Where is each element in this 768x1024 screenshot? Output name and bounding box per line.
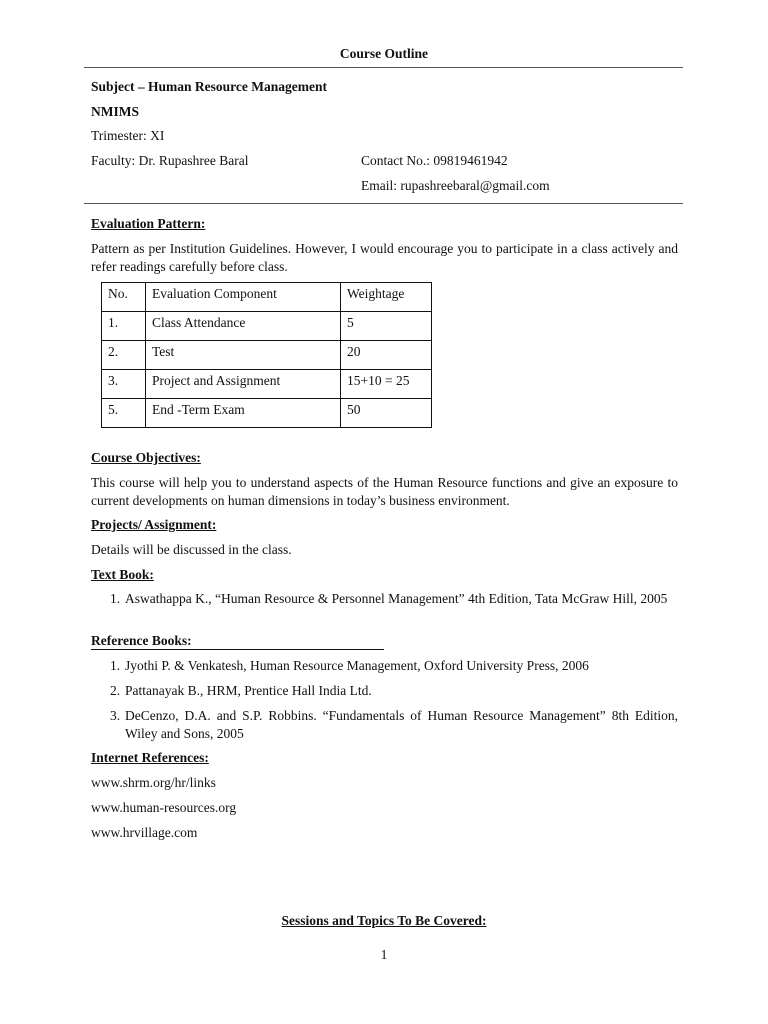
table-row bbox=[102, 370, 432, 399]
list-text: Jyothi P. & Venkatesh, Human Resource Management, Oxford University Press, 2006 bbox=[125, 658, 589, 673]
row-weightage: 15+10 = 25 bbox=[341, 370, 432, 399]
page-title: Course Outline bbox=[339, 46, 429, 61]
textbook-list bbox=[91, 590, 678, 608]
evaluation-text: Pattern as per Institution Guidelines. However, I would encourage you to participate in a class actively and refer readings carefully before class. bbox=[91, 241, 678, 274]
row-weightage: 20 bbox=[341, 341, 432, 370]
references-heading-text: Reference Books: bbox=[91, 633, 192, 648]
list-text: DeCenzo, D.A. and S.P. Robbins. “Fundamentals of Human Resource Management” 8th Edition, Wiley and Sons, 2005 bbox=[125, 708, 678, 741]
internet-heading: Internet References: bbox=[91, 750, 209, 765]
table-row bbox=[102, 399, 432, 428]
header-divider bbox=[84, 67, 683, 68]
internet-link[interactable]: www.human-resources.org bbox=[91, 800, 237, 815]
row-component: Test bbox=[146, 341, 341, 370]
list-number: 3. bbox=[110, 708, 121, 723]
faculty-line: Faculty: Dr. Rupashree Baral bbox=[91, 153, 249, 168]
row-component: End -Term Exam bbox=[146, 399, 341, 428]
table-row bbox=[102, 312, 432, 341]
email-line: Email: rupashreebaral@gmail.com bbox=[361, 178, 550, 193]
page-number: 1 bbox=[380, 947, 388, 962]
row-number: 5. bbox=[102, 399, 146, 428]
table-header-row bbox=[102, 283, 432, 312]
list-item bbox=[91, 707, 678, 743]
row-component: Project and Assignment bbox=[146, 370, 341, 399]
column-header-no: No. bbox=[102, 283, 146, 312]
references-heading bbox=[91, 632, 384, 650]
table-row bbox=[102, 341, 432, 370]
institution-name: NMIMS bbox=[91, 104, 139, 119]
internet-link[interactable]: www.shrm.org/hr/links bbox=[91, 775, 216, 790]
trimester-line: Trimester: XI bbox=[91, 128, 165, 143]
list-number: 1. bbox=[110, 591, 121, 606]
list-text: Pattanayak B., HRM, Prentice Hall India Ltd. bbox=[125, 683, 372, 698]
list-text: Aswathappa K., “Human Resource & Personnel Management” 4th Edition, Tata McGraw Hill, 2005 bbox=[125, 591, 668, 606]
list-number: 2. bbox=[110, 683, 121, 698]
info-divider bbox=[84, 203, 683, 204]
objectives-heading: Course Objectives: bbox=[91, 450, 201, 465]
contact-line: Contact No.: 09819461942 bbox=[361, 153, 508, 168]
objectives-text: This course will help you to understand aspects of the Human Resource functions and give an exposure to current developments on human dimensions in today’s business environment. bbox=[91, 475, 678, 508]
textbook-heading: Text Book: bbox=[91, 567, 154, 582]
projects-heading: Projects/ Assignment: bbox=[91, 517, 217, 532]
list-item bbox=[91, 682, 678, 700]
internet-link[interactable]: www.hrvillage.com bbox=[91, 825, 198, 840]
row-number: 3. bbox=[102, 370, 146, 399]
evaluation-table bbox=[101, 282, 432, 428]
row-number: 2. bbox=[102, 341, 146, 370]
sessions-heading: Sessions and Topics To Be Covered: bbox=[281, 913, 487, 928]
row-component: Class Attendance bbox=[146, 312, 341, 341]
list-item bbox=[91, 657, 678, 675]
column-header-weightage: Weightage bbox=[341, 283, 432, 312]
row-weightage: 50 bbox=[341, 399, 432, 428]
row-weightage: 5 bbox=[341, 312, 432, 341]
projects-text: Details will be discussed in the class. bbox=[91, 542, 292, 557]
list-item bbox=[91, 590, 678, 608]
evaluation-heading: Evaluation Pattern: bbox=[91, 216, 206, 231]
list-number: 1. bbox=[110, 658, 121, 673]
row-number: 1. bbox=[102, 312, 146, 341]
column-header-component: Evaluation Component bbox=[146, 283, 341, 312]
subject-line: Subject – Human Resource Management bbox=[91, 79, 327, 94]
references-list bbox=[91, 657, 678, 743]
